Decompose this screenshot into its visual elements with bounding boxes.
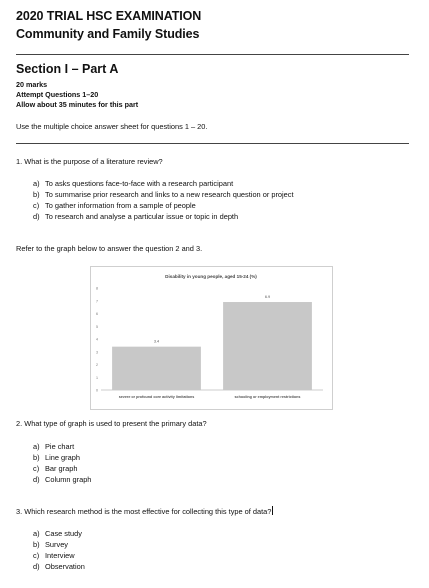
question-2-stem: 2. What type of graph is used to present the primary data? [16,419,207,428]
question-3-option-a[interactable]: a) Case study [33,529,82,538]
section-time: Allow about 35 minutes for this part [16,100,139,109]
subject-title: Community and Family Studies [16,27,200,41]
y-tick-label: 7 [96,299,98,304]
question-1-option-b[interactable]: b) To summarise prior research and links to a new research question or project [33,190,294,199]
data-label-1: 3.4 [153,339,160,344]
chart-title: Disability in young people, aged 15-24 (%) [165,274,257,279]
y-tick-label: 4 [96,337,98,342]
header-divider [16,54,409,55]
graph-intro: Refer to the graph below to answer the question 2 and 3. [16,244,203,253]
section-heading: Section I – Part A [16,62,119,76]
y-tick-label: 1 [96,375,98,380]
y-tick-label: 2 [96,363,98,367]
y-tick-label: 0 [96,388,98,393]
question-3-option-d[interactable]: d) Observation [33,562,85,571]
x-category-label-1: severe or profound core activity limitations [118,395,195,399]
question-2-option-d[interactable]: d) Column graph [33,475,92,484]
question-2-option-b[interactable]: b) Line graph [33,453,80,462]
question-2-option-c[interactable]: c) Bar graph [33,464,78,473]
bar-1 [112,347,201,390]
question-3-option-c[interactable]: c) Interview [33,551,75,560]
y-tick-label: 6 [96,312,98,316]
question-1-option-a[interactable]: a) To asks questions face-to-face with a research participant [33,179,234,188]
y-tick-label: 3 [96,350,98,355]
text-cursor [272,506,273,515]
question-2-option-a[interactable]: a) Pie chart [33,442,75,451]
section-attempt: Attempt Questions 1–20 [16,90,99,99]
data-label-2: 6.9 [264,295,271,300]
bar-2 [223,302,312,390]
x-category-label-2: schooling or employment restrictions [234,395,301,399]
question-1-stem: 1. What is the purpose of a literature review? [16,157,163,166]
question-1-option-c[interactable]: c) To gather information from a sample of people [33,201,196,210]
section-divider [16,143,409,144]
section-instruction: Use the multiple choice answer sheet for questions 1 – 20. [16,122,208,131]
disability-bar-chart [90,266,333,410]
section-marks: 20 marks [16,80,48,89]
exam-title: 2020 TRIAL HSC EXAMINATION [16,9,202,23]
chart-canvas [91,267,332,409]
question-3-option-b[interactable]: b) Survey [33,540,69,549]
y-tick-label: 8 [96,286,98,291]
question-3-stem: 3. Which research method is the most effective for collecting this type of data? [16,507,272,516]
y-tick-label: 5 [96,324,98,329]
question-1-option-d[interactable]: d) To research and analyse a particular issue or topic in depth [33,212,239,221]
